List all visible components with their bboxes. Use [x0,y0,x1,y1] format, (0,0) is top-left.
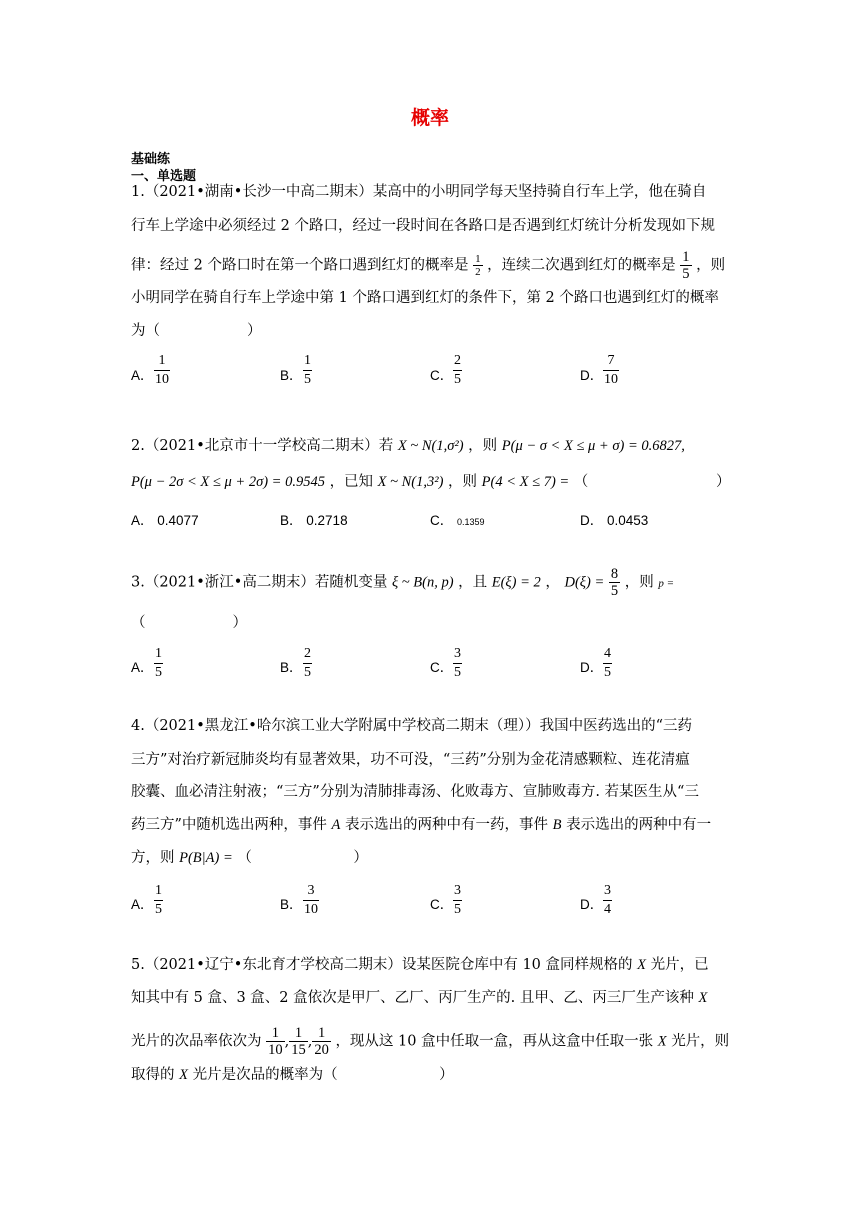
q3-text: ，且 [458,574,488,591]
q1-text: 律：经过 2 个路口时在第一个路口遇到红灯的概率是 [131,257,469,274]
q5-line-1 [131,955,709,975]
q2-math: P(4 < X ≤ 7) = [481,474,570,490]
q1-option-a-label: A． [131,368,154,383]
section-heading: 基础练 [131,152,171,167]
page-title: 概率 [410,107,449,129]
q3-option-d-label: D． [580,660,604,675]
q2-math: P(μ − 2σ < X ≤ μ + 2σ) = 0.9545 [131,474,325,490]
q4-option-d-label: D． [580,897,604,912]
fraction: $\frac{8}{5}$ [610,566,619,599]
q3-math: ξ ~ B(n, p) [391,574,454,591]
q4-option-b-label: B． [280,897,303,912]
q5-text: 5.（2021•辽宁•东北育才学校高二期末）设某医院仓库中有 10 盒同样规格的 [131,957,633,973]
q5-math: X [637,957,646,973]
q5-line-4 [131,1065,454,1085]
q4-line-2: 三方”对治疗新冠肺炎均有显著效果，功不可没，“三药”分别为金花清感颗粒、连花清瘟 [131,752,690,768]
q4-text: 药三方”中随机选出两种，事件 [131,817,327,833]
q3-text: ，则 [624,574,654,591]
q5-math: X [698,990,708,1006]
q2-text: ，已知 [329,474,374,490]
q5-text: 光片，则 [671,1033,730,1050]
q4-line-3: 胶囊、血必清注射液；“三方”分别为清肺排毒汤、化败毒方、宣肺败毒方. 若某医生从“三 [131,784,699,800]
q2-option-b: B． 0.2718 [280,513,348,528]
fraction: $\frac{1}{2}$ [475,253,481,278]
q2-line-1 [131,436,685,456]
q3-text: ， [545,574,560,591]
q4-math: A [331,817,341,833]
q1-option-b-label: B． [280,368,303,383]
q2-text: （ [573,474,589,490]
q3-option-d-value: 4 5 [604,646,611,680]
q4-text: 表示选出的两种中有一 [566,817,712,833]
q4-math: B [552,817,562,833]
q2-option-a: A． 0.4077 [131,513,199,528]
q3-math: p = [658,577,674,590]
q1-text: ，则 [696,257,726,274]
q1-line-2: 行车上学途中必须经过 2 个路口，经过一段时间在各路口是否遇到红灯统计分析发现如下规 [131,218,715,234]
q4-text: 方，则 [131,850,175,866]
q3-option-a-value: 1 5 [155,646,162,680]
q1-option-d-value: 7 10 [604,353,618,387]
q4-text: （ ） [237,850,368,866]
q5-line-2 [131,988,707,1008]
q1-option-c-value: 2 5 [454,353,461,387]
q4-option-b-value: 3 10 [304,883,318,917]
q2-option-c: C． 0.1359 [430,513,485,528]
q2-bracket-close: ） [716,474,731,490]
q5-text: 光片是次品的概率为（ ） [192,1067,454,1083]
q1-text: ，连续二次遇到红灯的概率是 [487,257,676,274]
q3-option-a-label: A． [131,660,154,675]
q1-option-d-label: D． [580,368,604,383]
q4-line-4 [131,815,711,835]
q4-text: 表示选出的两种中有一药，事件 [345,817,548,833]
q2-math: P(μ − σ < X ≤ μ + σ) = 0.6827, [501,438,685,454]
q5-math: X [179,1067,188,1083]
q2-option-d: D． 0.0453 [580,513,649,528]
q1-option-b-value: 1 5 [304,353,311,387]
q2-line-2 [131,472,588,492]
q4-option-a-value: 1 5 [155,883,162,917]
q3-math: D(ξ) = [564,574,605,591]
q3-line-2: （ ） [131,615,247,631]
q2-text: ，则 [468,438,498,454]
q3-option-c-value: 3 5 [454,646,461,680]
q1-line-4: 小明同学在骑自行车上学途中第 1 个路口遇到红灯的条件下，第 2 个路口也遇到红灯的概率 [131,290,719,306]
q3-option-c-label: C． [430,660,454,675]
q5-text: 取得的 [131,1067,175,1083]
q4-option-a-label: A． [131,897,154,912]
q1-line-1: 1.（2021•湖南•长沙一中高二期末）某高中的小明同学每天坚持骑自行车上学，他在骑自 [131,184,707,200]
q3-text: 3.（2021•浙江•高二期末）若随机变量 [131,574,388,591]
q5-math: X [657,1033,667,1050]
q3-line-1 [131,566,674,599]
q1-line-3 [131,249,725,282]
q4-math: P(B|A) = [179,850,233,866]
subsection-heading: 一、单选题 [131,169,197,184]
fraction: $\frac{1}{5}$ [682,249,690,282]
q4-option-d-value: 3 4 [604,883,611,917]
q4-option-c-value: 3 5 [454,883,461,917]
q2-text: ，则 [448,474,478,490]
q2-text: 2.（2021•北京市十一学校高二期末）若 [131,438,394,454]
q4-option-c-label: C． [430,897,454,912]
q3-math: E(ξ) = 2 [491,574,541,591]
q5-text: 光片的次品率依次为 [131,1033,262,1050]
q1-option-a-value: 1 10 [155,353,169,387]
q2-math: X ~ N(1,3²) [377,474,444,490]
q2-math: X ~ N(1,σ²) [397,438,464,454]
q3-option-b-label: B． [280,660,303,675]
q5-text: 知其中有 5 盒、3 盒、2 盒依次是甲厂、乙厂、丙厂生产的. 且甲、乙、丙三厂生产该种 [131,990,694,1006]
q5-text: ，现从这 10 盒中任取一盒，再从这盒中任取一张 [335,1033,654,1050]
q5-line-3: 光片的次品率依次为 $\frac{1}{10}$ , $\frac{1}{15}$ , $\frac{1}{20}$ ，现从这 10 盒中任取一盒，再从这盒中任取一张 X 光片，则 [131,1025,730,1058]
q1-line-5: 为（ ） [131,323,262,339]
q1-option-c-label: C． [430,368,454,383]
q4-line-5 [131,848,368,868]
fraction: $\frac{1}{20}$ [314,1025,329,1058]
q3-option-b-value: 2 5 [304,646,311,680]
fraction: $\frac{1}{10}$ [268,1025,283,1058]
fraction: $\frac{1}{15}$ [291,1025,306,1058]
q5-text: 光片，已 [650,957,709,973]
q4-line-1: 4.（2021•黑龙江•哈尔滨工业大学附属中学校高二期末（理））我国中医药选出的“三药 [131,718,693,734]
